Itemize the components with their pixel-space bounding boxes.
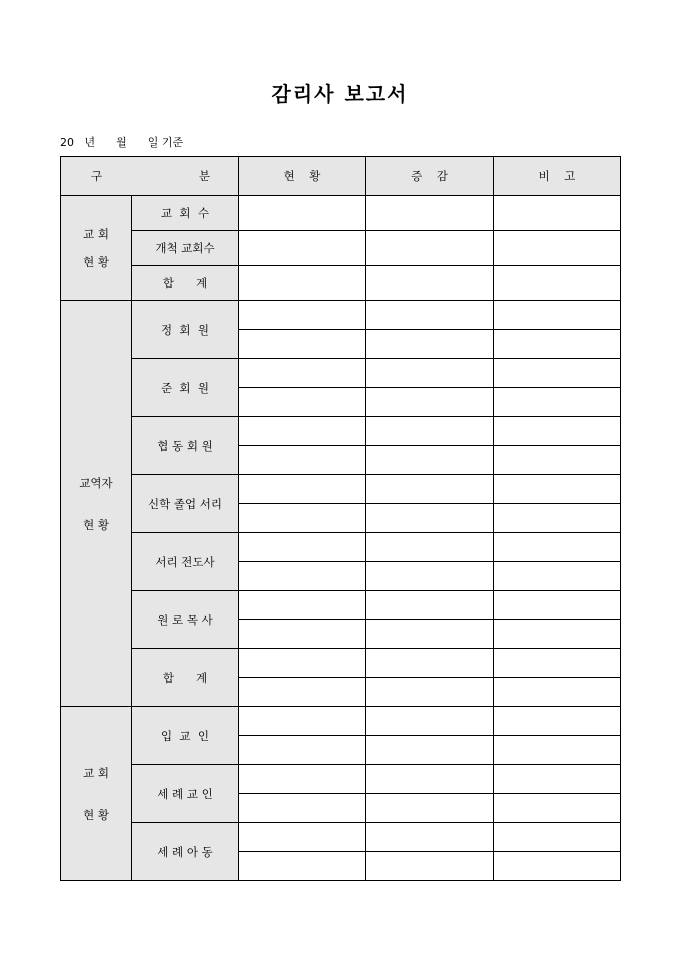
table-row bbox=[61, 301, 621, 330]
status-cell[interactable] bbox=[239, 196, 366, 231]
table-row bbox=[61, 533, 621, 562]
change-cell[interactable] bbox=[366, 266, 494, 301]
remarks-cell[interactable] bbox=[494, 266, 621, 301]
date-reference: 20 년 월 일 기준 bbox=[60, 136, 184, 149]
status-cell[interactable] bbox=[239, 231, 366, 266]
row-label: 입 교 인 bbox=[132, 707, 239, 765]
header-change: 증 감 bbox=[366, 157, 494, 196]
change-cell[interactable] bbox=[366, 196, 494, 231]
table-row bbox=[61, 707, 621, 736]
table-row bbox=[61, 359, 621, 388]
section-church-status-label: 교 회 현 황 bbox=[61, 196, 132, 301]
table-row bbox=[61, 266, 621, 301]
table-row bbox=[61, 417, 621, 446]
table-row bbox=[61, 231, 621, 266]
section-clergy-status-label: 교역자 현 황 bbox=[61, 301, 132, 707]
row-label: 준 회 원 bbox=[132, 359, 239, 417]
change-cell[interactable] bbox=[366, 231, 494, 266]
row-label: 합 계 bbox=[132, 266, 239, 301]
section-church-status-label-2: 교 회 현 황 bbox=[61, 707, 132, 881]
table-row bbox=[61, 475, 621, 504]
row-label: 원 로 목 사 bbox=[132, 591, 239, 649]
status-cell[interactable] bbox=[239, 266, 366, 301]
report-table bbox=[60, 156, 621, 881]
remarks-cell[interactable] bbox=[494, 196, 621, 231]
table-row bbox=[61, 649, 621, 678]
row-label: 합 계 bbox=[132, 649, 239, 707]
header-category: 구 분 bbox=[61, 157, 239, 196]
table-row bbox=[61, 196, 621, 231]
table-row bbox=[61, 823, 621, 852]
row-label: 정 회 원 bbox=[132, 301, 239, 359]
row-label: 협 동 회 원 bbox=[132, 417, 239, 475]
table-header-row bbox=[61, 157, 621, 196]
page-title: 감리사 보고서 bbox=[271, 82, 409, 106]
row-label: 교 회 수 bbox=[132, 196, 239, 231]
header-remarks: 비 고 bbox=[494, 157, 621, 196]
table-row bbox=[61, 765, 621, 794]
row-label: 세 례 교 인 bbox=[132, 765, 239, 823]
row-label: 개척 교회수 bbox=[132, 231, 239, 266]
header-status: 현 황 bbox=[239, 157, 366, 196]
row-label: 신학 졸업 서리 bbox=[132, 475, 239, 533]
remarks-cell[interactable] bbox=[494, 231, 621, 266]
table-row bbox=[61, 591, 621, 620]
row-label: 세 례 아 동 bbox=[132, 823, 239, 881]
row-label: 서리 전도사 bbox=[132, 533, 239, 591]
